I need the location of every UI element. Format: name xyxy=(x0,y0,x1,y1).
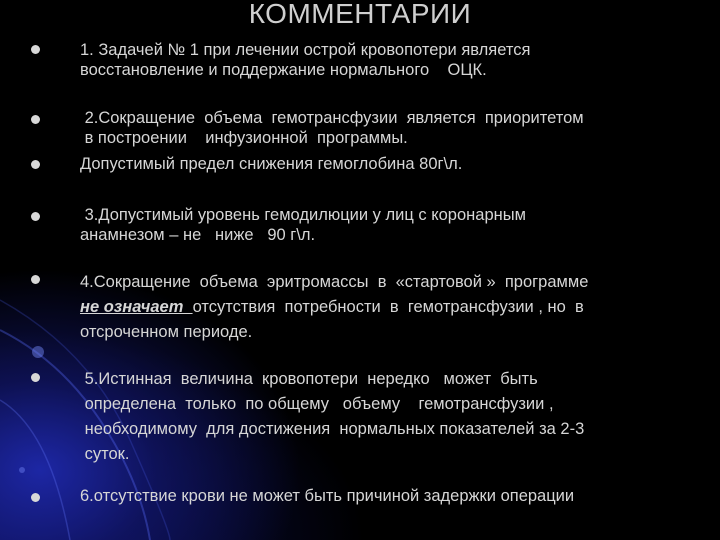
bullet-icon xyxy=(31,115,40,124)
bullet-icon xyxy=(31,212,40,221)
item-line: 5.Истинная величина кровопотери нередко может быть xyxy=(80,370,538,388)
comment-item-2b xyxy=(80,154,680,174)
item-line: в построении инфузионной программы. xyxy=(80,129,408,147)
bullet-icon xyxy=(31,373,40,382)
item-line: 1. Задачей № 1 при лечении острой кровопотери является xyxy=(80,41,531,59)
item-line: 4.Сокращение объема эритромассы в «стартовой » программе xyxy=(80,273,589,291)
item-line: 6.отсутствие крови не может быть причиной задержки операции xyxy=(80,487,575,505)
item-line: восстановление и поддержание нормального ОЦК. xyxy=(80,61,487,79)
comment-item-6 xyxy=(80,486,710,506)
comment-item-3 xyxy=(80,205,680,245)
comment-item-2 xyxy=(80,108,710,148)
bullet-icon xyxy=(31,160,40,169)
bullet-icon xyxy=(31,275,40,284)
item-line: 2.Сокращение объема гемотрансфузии является приоритетом xyxy=(80,109,584,127)
item-line: суток. xyxy=(80,445,130,463)
item-text: отсутствия потребности в гемотрансфузии , но в xyxy=(192,298,584,316)
item-line: определена только по общему объему гемотрансфузии , xyxy=(80,395,554,413)
item-line: Допустимый предел снижения гемоглобина 80г\л. xyxy=(80,155,463,173)
bullet-icon xyxy=(31,45,40,54)
bullet-icon xyxy=(31,493,40,502)
item-line: анамнезом – не ниже 90 г\л. xyxy=(80,226,316,244)
item-line: отсроченном периоде. xyxy=(80,323,253,341)
slide-title: КОММЕНТАРИИ xyxy=(248,0,472,29)
comment-item-1 xyxy=(80,40,680,80)
comment-item-5 xyxy=(80,367,710,467)
item-line: 3.Допустимый уровень гемодилюции у лиц с коронарным xyxy=(80,206,526,224)
item-line: необходимому для достижения нормальных показателей за 2-3 xyxy=(80,420,585,438)
item-line xyxy=(80,295,706,320)
comment-item-4 xyxy=(80,270,706,345)
emphasis-not-means: не означает xyxy=(80,298,193,316)
